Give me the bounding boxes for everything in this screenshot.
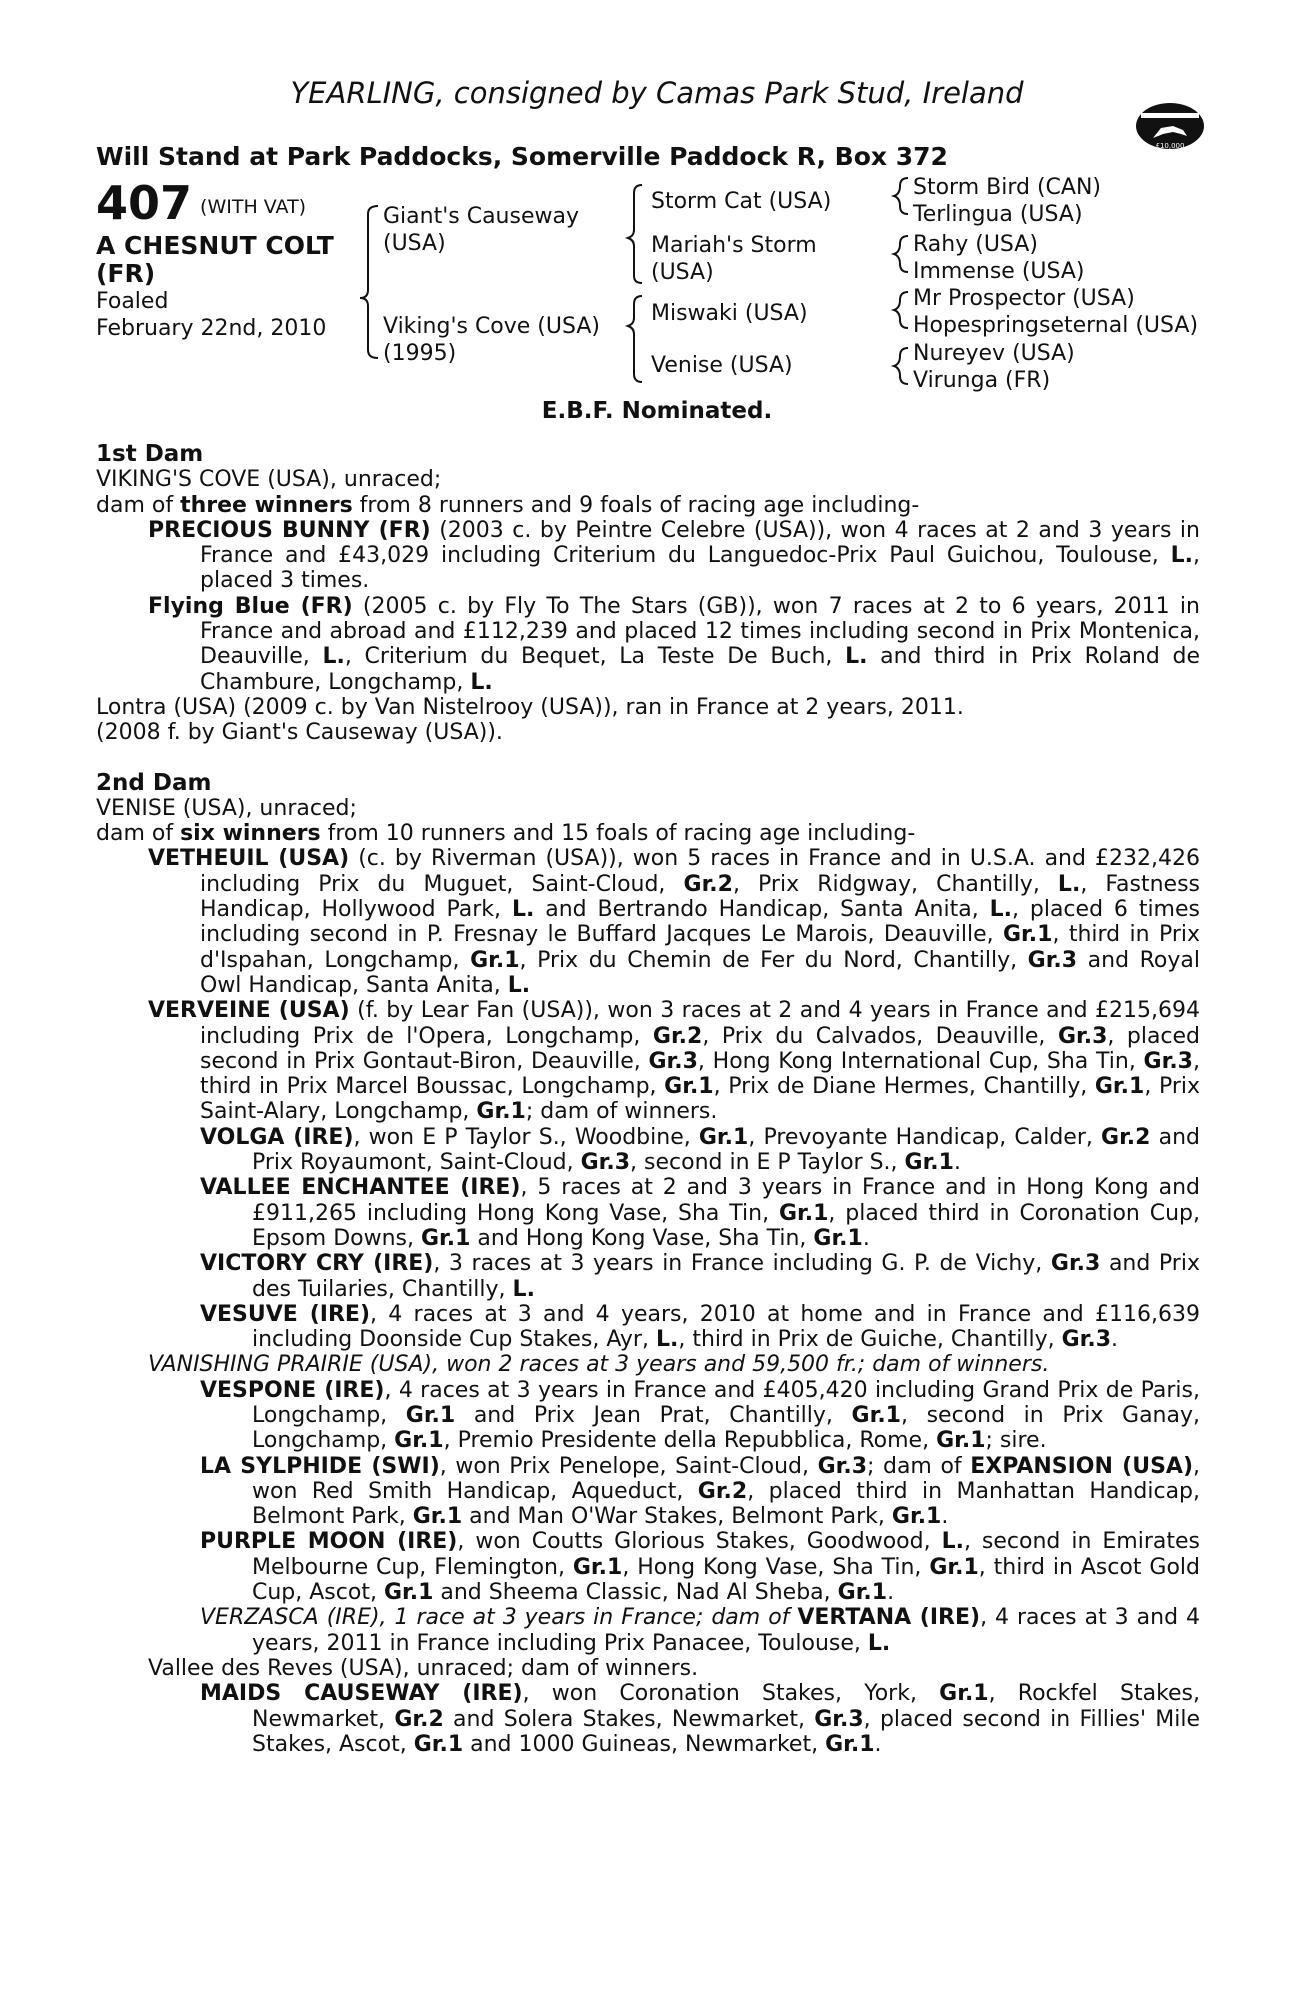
second-dam-intro: VENISE (USA), unraced; dam of six winners from 10 runners and 15 foals of racing age including- <box>96 795 916 847</box>
grand-produce-entry: VESUVE (IRE), 4 races at 3 and 4 years, 2010 at home and in France and £116,639 including Doonside Cup Stakes, Ayr, L., third in Prix de Guiche, Chantilly, Gr.3. <box>200 1301 1200 1353</box>
grand-produce-entry: LA SYLPHIDE (SWI), won Prix Penelope, Saint-Cloud, Gr.3; dam of EXPANSION (USA), won Red Smith Handicap, Aqueduct, Gr.2, placed third in Manhattan Handicap, Belmont Park, Gr.1 and Man O'War Stakes, Belmont Park, Gr.1. <box>200 1453 1201 1530</box>
ancestor-sss: Storm Bird (CAN) <box>913 175 1101 200</box>
ancestor-ddd: Virunga (FR) <box>913 368 1051 393</box>
first-dam-heading: 1st Dam <box>96 441 204 467</box>
second-dam-heading: 2nd Dam <box>96 769 212 796</box>
vat-label: (WITH VAT) <box>200 196 307 218</box>
dam: Viking's Cove (USA) (1995) <box>383 314 601 366</box>
stand-location: Will Stand at Park Paddocks, Somerville Paddock R, Box 372 <box>96 142 948 171</box>
ancestor-dds: Nureyev (USA) <box>913 341 1075 366</box>
dam-of-dam: Venise (USA) <box>651 353 793 378</box>
sire-of-dam: Miswaki (USA) <box>651 301 808 326</box>
grand-produce-entry: VICTORY CRY (IRE), 3 races at 3 years in France including G. P. de Vichy, Gr.3 and Prix des Tuilaries, Chantilly, L. <box>200 1251 1200 1302</box>
grand-produce-entry: PURPLE MOON (IRE), won Coutts Glorious Stakes, Goodwood, L., second in Emirates Melbourne Cup, Flemington, Gr.1, Hong Kong Vase, Sha Tin, Gr.1, third in Ascot Gold Cup, Ascot, Gr.1 and Sheema Classic, Nad Al Sheba, Gr.1. <box>200 1529 1200 1606</box>
produce-entry: Lontra (USA) (2009 c. by Van Nistelrooy (USA)), ran in France at 2 years, 2011. <box>96 694 964 720</box>
grand-produce-entry: VERZASCA (IRE), 1 race at 3 years in France; dam of VERTANA (IRE), 4 races at 3 and 4 years, 2011 in France including Prix Panacee, Toulouse, L. <box>200 1605 1200 1656</box>
catalogue-body <box>96 442 1200 1757</box>
grand-produce-entry: MAIDS CAUSEWAY (IRE), won Coronation Stakes, York, Gr.1, Rockfel Stakes, Newmarket, Gr.2 and Solera Stakes, Newmarket, Gr.3, placed second in Fillies' Mile Stakes, Ascot, Gr.1 and 1000 Guineas, Newmarket, Gr.1. <box>200 1681 1201 1757</box>
grand-produce-entry: VESPONE (IRE), 4 races at 3 years in France and £405,420 including Grand Prix de Paris, Longchamp, Gr.1 and Prix Jean Prat, Chantilly, Gr.1, second in Prix Ganay, Longchamp, Gr.1, Premio Presidente della Repubblica, Rome, Gr.1; sire. <box>200 1377 1200 1454</box>
produce-entry: VANISHING PRAIRIE (USA), won 2 races at 3 years and 59,500 fr.; dam of winners. <box>148 1352 1050 1378</box>
sire-of-sire: Storm Cat (USA) <box>651 189 832 214</box>
badge-amount: £10,000 <box>1155 142 1185 150</box>
produce-entry: VETHEUIL (USA) (c. by Riverman (USA)), won 5 races in France and in U.S.A. and £232,426 including Prix du Muguet, Saint-Cloud, Gr.2, Prix Ridgway, Chantilly, L., Fastness Handicap, Hollywood Park, L. and Bertrando Handicap, Santa Anita, L., placed 6 times including second in P. Fresnay le Buffard Jacques Le Marois, Deauville, Gr.1, third in Prix d'Ispahan, Longchamp, Gr.1, Prix du Chemin de Fer du Nord, Chantilly, Gr.3 and Royal Owl Handicap, Santa Anita, L. <box>148 846 1201 998</box>
lot-number: 407 (WITH VAT) <box>96 176 307 230</box>
grand-produce-entry: VALLEE ENCHANTEE (IRE), 5 races at 2 and 3 years in France and in Hong Kong and £911,265 including Hong Kong Vase, Sha Tin, Gr.1, placed third in Coronation Cup, Epsom Downs, Gr.1 and Hong Kong Vase, Sha Tin, Gr.1. <box>200 1175 1200 1251</box>
grand-produce-entry: VOLGA (IRE), won E P Taylor S., Woodbine, Gr.1, Prevoyante Handicap, Calder, Gr.2 and Prix Royaumont, Saint-Cloud, Gr.3, second in E P Taylor S., Gr.1. <box>200 1124 1201 1176</box>
produce-entry: Flying Blue (FR) (2005 c. by Fly To The Stars (GB)), won 7 races at 2 to 6 years, 2011 in France and abroad and £112,239 and placed 12 times including second in Prix Montenica, Deauville, L., Criterium du Bequet, La Teste De Buch, L. and third in Prix Roland de Chambure, Longchamp, L. <box>148 593 1201 695</box>
sire: Giant's Causeway (USA) <box>383 204 579 256</box>
produce-entry: PRECIOUS BUNNY (FR) (2003 c. by Peintre Celebre (USA)), won 4 races at 2 and 3 years in France and £43,029 including Criterium du Languedoc-Prix Paul Guichou, Toulouse, L., placed 3 times. <box>148 517 1200 594</box>
first-dam-intro: VIKING'S COVE (USA), unraced; dam of three winners from 8 runners and 9 foals of racing age including- <box>96 467 920 518</box>
lot-description: A CHESNUT COLT (FR) <box>96 231 334 288</box>
produce-entry: Vallee des Reves (USA), unraced; dam of winners. <box>148 1655 699 1681</box>
ancestor-sdd: Immense (USA) <box>913 259 1085 284</box>
foaling-date: Foaled February 22nd, 2010 <box>96 289 327 341</box>
produce-entry: (2008 f. by Giant's Causeway (USA)). <box>96 720 503 746</box>
catalogue-header: YEARLING, consigned by Camas Park Stud, Ireland <box>290 76 1024 110</box>
ancestor-ssd: Terlingua (USA) <box>913 202 1083 227</box>
produce-entry: VERVEINE (USA) (f. by Lear Fan (USA)), won 3 races at 2 and 4 years in France and £215,694 including Prix de l'Opera, Longchamp, Gr.2, Prix du Calvados, Deauville, Gr.3, placed second in Prix Gontaut-Biron, Deauville, Gr.3, Hong Kong International Cup, Sha Tin, Gr.3, third in Prix Marcel Boussac, Longchamp, Gr.1, Prix de Diane Hermes, Chantilly, Gr.1, Prix Saint-Alary, Longchamp, Gr.1; dam of winners. <box>148 998 1201 1125</box>
dam-of-sire: Mariah's Storm (USA) <box>651 233 817 285</box>
ebf-nomination: E.B.F. Nominated. <box>541 398 773 424</box>
ancestor-dss: Mr Prospector (USA) <box>913 286 1135 311</box>
ancestor-dsd: Hopespringseternal (USA) <box>913 313 1199 338</box>
ancestor-sds: Rahy (USA) <box>913 232 1038 257</box>
